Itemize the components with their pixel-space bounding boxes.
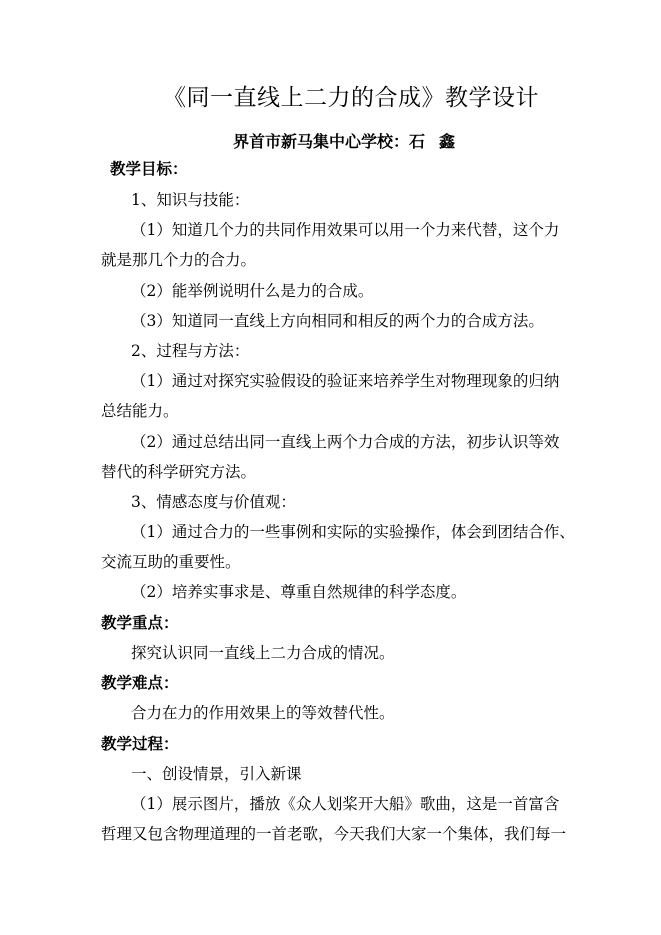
procedure-step1-item1-line1: （1）展示图片，播放《众人划桨开大船》歌曲，这是一首富含 (131, 795, 560, 813)
author-label: 界首市新马集中心学校：石 (233, 132, 426, 151)
difficulty-text: 合力在力的作用效果上的等效替代性。 (131, 704, 395, 722)
author-name: 鑫 (439, 132, 456, 151)
process-item1-line2: 总结能力。 (101, 402, 179, 420)
difficulty-heading: 教学难点： (101, 674, 179, 692)
process-item2-line1: （2）通过总结出同一直线上两个力合成的方法，初步认识等效 (131, 433, 560, 451)
process-item2-line2: 替代的科学研究方法。 (101, 463, 257, 481)
procedure-step1-item1-line2: 哲理又包含物理道理的一首老歌，今天我们大家一个集体，我们每一 (101, 825, 567, 843)
knowledge-item1-line2: 就是那几个力的合力。 (101, 251, 257, 269)
knowledge-item3: （3）知道同一直线上方向相同和相反的两个力的合成方法。 (131, 312, 544, 330)
process-item1-line1: （1）通过对探究实验假设的验证来培养学生对物理现象的归纳 (131, 372, 560, 390)
emotion-item2: （2）培养实事求是、尊重自然规律的科学态度。 (131, 583, 467, 601)
document-title: 《同一直线上二力的合成》教学设计 (163, 85, 539, 111)
emotion-heading: 3、情感态度与价值观： (131, 493, 296, 511)
knowledge-item1-line1: （1）知道几个力的共同作用效果可以用一个力来代替，这个力 (131, 221, 560, 239)
procedure-step1-heading: 一、创设情景，引入新课 (131, 765, 302, 783)
objectives-heading: 教学目标： (110, 160, 188, 178)
key-point-heading: 教学重点： (101, 614, 179, 632)
process-heading: 2、过程与方法： (131, 342, 250, 360)
emotion-item1-line1: （1）通过合力的一些事例和实际的实验操作，体会到团结合作、 (131, 523, 575, 541)
knowledge-heading: 1、知识与技能： (131, 191, 250, 209)
knowledge-item2: （2）能举例说明什么是力的合成。 (131, 282, 374, 300)
key-point-text: 探究认识同一直线上二力合成的情况。 (131, 644, 395, 662)
procedure-heading: 教学过程： (101, 735, 179, 753)
emotion-item1-line2: 交流互助的重要性。 (101, 553, 241, 571)
author-line (233, 131, 455, 153)
